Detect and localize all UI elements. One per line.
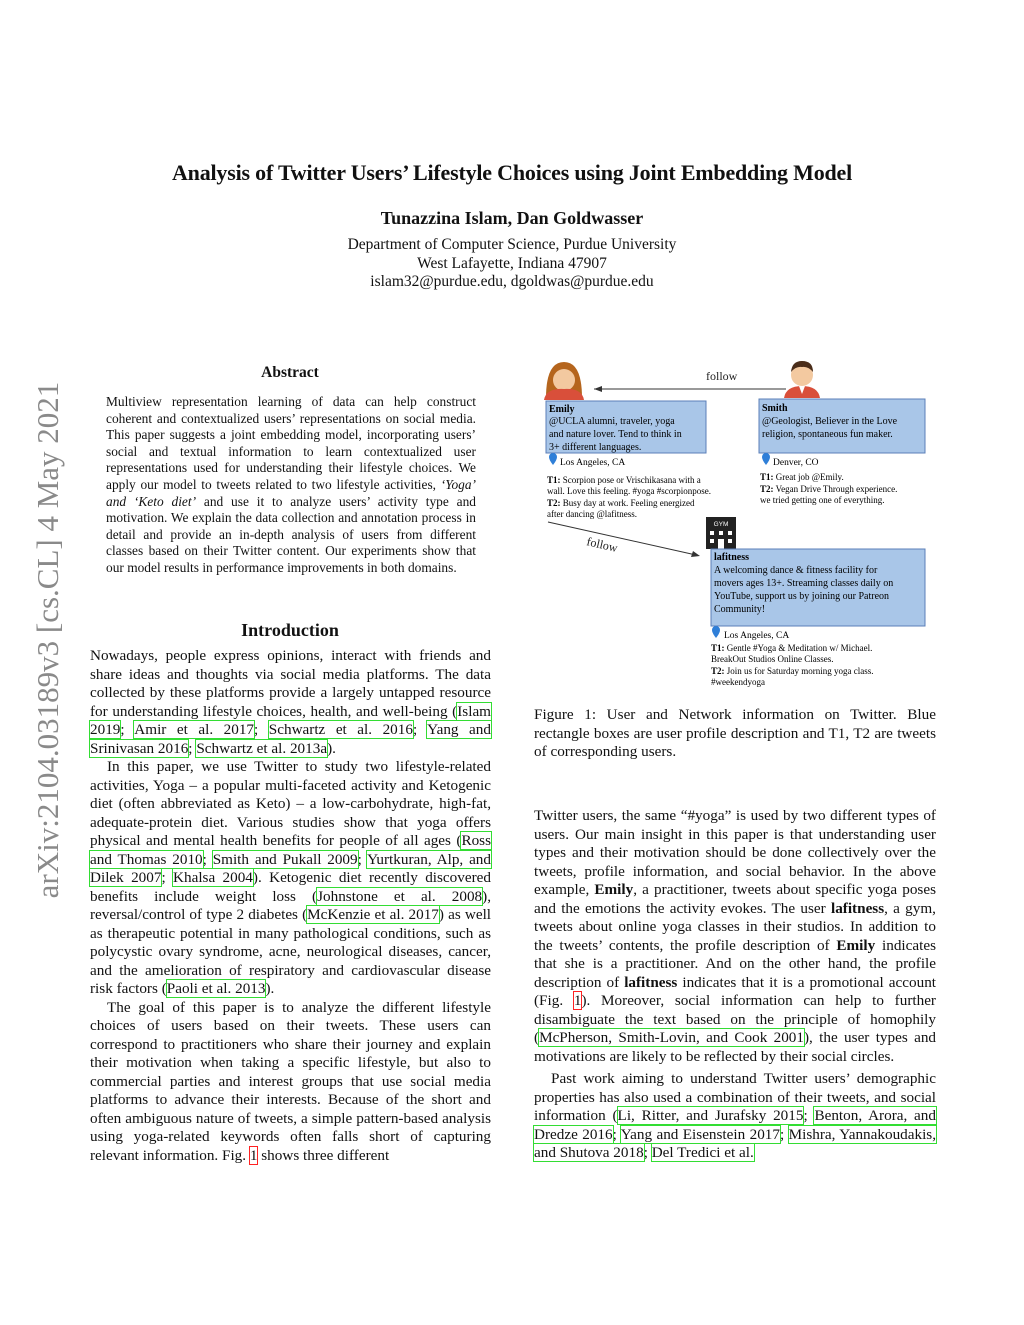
- smith-bio-line: religion, spontaneous fun maker.: [762, 429, 893, 440]
- citation-link[interactable]: Yang and Eisenstein 2017: [620, 1125, 780, 1143]
- emily-bio-line: 3+ different languages.: [549, 442, 642, 453]
- citation-link[interactable]: Khalsa 2004: [173, 869, 253, 886]
- smith-tweet-1-line: Great job @Emily.: [775, 472, 844, 482]
- emily-tweet-2-line: after dancing @lafitness.: [547, 509, 638, 519]
- lafitness-tweet-2-line: Join us for Saturday morning yoga class.: [726, 666, 874, 676]
- citation-link[interactable]: Johnstone et al. 2008: [317, 887, 483, 905]
- right-paragraph-2: Past work aiming to understand Twitter users’ demographic properties has also used a combination of their tweets, and social information (Li, Ritter, and Jurafsky 2015; Benton, Arora, and Dredze 2016; Yang and Eisenstein 2017; Mishra, Yannakoudakis, and Shutova 2018; Del Tredici et al.: [534, 1070, 937, 1161]
- emily-avatar-icon: [544, 362, 584, 400]
- abstract-emphasis: ‘Yoga’ and ‘Keto diet’: [106, 476, 476, 509]
- lafitness-tweet-1-line: Gentle #Yoga & Meditation w/ Michael.: [726, 643, 873, 653]
- emily-name: Emily: [549, 404, 575, 415]
- citation-link[interactable]: Smith and Pukall 2009: [212, 850, 358, 868]
- affiliation-emails: islam32@purdue.edu, dgoldwas@purdue.edu: [370, 273, 654, 290]
- abstract-body: Multiview representation learning of data can help construct coherent and contextualized users’ representations on social media. This paper suggests a joint embedding model, incorporating users’ social and textual information to learn contextualized user representations used for understanding their lifestyle choices. We apply our model to tweets related to two lifestyle activities, ‘Yoga’ and ‘Keto diet’ and use it to analyze users’ activity type and motivation. We explain the data collection and annotation process in detail and provide an in-depth analysis of users from different classes based on their Twitter content. Our experiments show that our model results in performance improvements in both domains.: [106, 394, 476, 575]
- arxiv-stamp: arXiv:2104.03189v3 [cs.CL] 4 May 2021: [30, 381, 65, 899]
- right-column: [534, 807, 936, 1163]
- emily-bio-line: and nature lover. Tend to think in: [549, 429, 682, 440]
- gym-building-icon: [706, 517, 736, 549]
- figure-1-diagram: [534, 358, 936, 703]
- lafitness-bio-line: YouTube, support us by joining our Patreon: [714, 591, 890, 602]
- citation-link[interactable]: Islam 2019: [90, 702, 491, 738]
- lafitness-location: Los Angeles, CA: [724, 631, 790, 641]
- citation-link[interactable]: Amir et al. 2017: [134, 721, 255, 738]
- citation-link[interactable]: Schwartz et al. 2013a: [196, 739, 328, 757]
- citation-link[interactable]: Paoli et al. 2013: [166, 980, 266, 997]
- introduction-heading: Introduction: [241, 620, 339, 640]
- lafitness-name: lafitness: [714, 552, 749, 563]
- affiliation-dept: Department of Computer Science, Purdue University: [347, 236, 677, 253]
- emily-tweet-1-line: Scorpion pose or Vrischikasana with a: [562, 475, 701, 485]
- tweet-label: T2:: [547, 498, 561, 508]
- lafitness-tweet-2-line: #weekendyoga: [711, 677, 765, 687]
- intro-paragraph-3: The goal of this paper is to analyze the different lifestyle choices of users based on their tweets. These users can correspond to practitioners who share their journey and explain their motivation when taking a specific lifestyle, but also to commercial parties and interest groups that use social media platforms to advance their interests. Because of the short and often ambiguous nature of tweets, a simple pattern-based analysis using yoga-related keywords often falls short of capturing relevant information. Fig. 1 shows three different: [90, 998, 491, 1164]
- lafitness-bio-line: A welcoming dance & fitness facility for: [714, 565, 878, 576]
- citation-link[interactable]: Yang and Srinivasan 2016: [90, 721, 491, 757]
- svg-text:T2: Vegan Drive Through experi: [760, 484, 897, 494]
- abstract-heading: Abstract: [261, 364, 319, 381]
- lafitness-bio-line: movers ages 13+. Streaming classes daily on: [714, 578, 894, 589]
- location-pin-icon: [549, 453, 557, 465]
- location-pin-icon: [712, 626, 720, 638]
- citation-link[interactable]: Yurtkuran, Alp, and Dilek 2007: [90, 850, 491, 886]
- tweet-label: T1:: [760, 472, 774, 482]
- figure-ref-link[interactable]: 1: [249, 1146, 258, 1164]
- lafitness-bio-line: Community!: [714, 604, 766, 615]
- smith-bio-line: @Geologist, Believer in the Love: [762, 416, 898, 427]
- emily-tweet-2-line: Busy day at work. Feeling energized: [562, 498, 695, 508]
- emily-location: Los Angeles, CA: [560, 458, 626, 468]
- tweet-label: T2:: [760, 484, 774, 494]
- smith-tweet-2-line: we tried getting one of everything.: [760, 495, 885, 505]
- gym-label: GYM: [713, 521, 729, 528]
- affiliation-address: West Lafayette, Indiana 47907: [417, 254, 607, 272]
- emily-tweet-1-line: wall. Love this feeling. #yoga #scorpionpose.: [547, 486, 711, 496]
- right-paragraph-1: Twitter users, the same “#yoga” is used by two different types of users. Our main insight in this paper is that understanding user types and their motivation should be done collectively over the tweets, profile information, and social behavior. In the above example, Emily, a practitioner, tweets about specific yoga poses and the emotions the activity evokes. The user lafitness, a gym, tweets about online yoga classes in their studios. In addition to the tweets’ contents, the profile description of Emily indicates that she is a practitioner. And on the other hand, the profile description of lafitness indicates that it is a promotional account (Fig. 1). Moreover, social information can help to further disambiguate the text based on the principle of homophily (McPherson, Smith-Lovin, and Cook 2001), the user types and motivations are likely to be reflected by their social circles.: [534, 807, 937, 1065]
- smith-avatar-icon: [784, 361, 820, 398]
- follow-label-diagonal: follow: [585, 534, 620, 555]
- citation-link[interactable]: Schwartz et al. 2016: [268, 721, 413, 738]
- tweet-label: T1:: [547, 475, 561, 485]
- citation-link[interactable]: Mishra, Yannakoudakis, and Shutova 2018: [534, 1125, 937, 1161]
- citation-link[interactable]: Del Tredici et al.: [651, 1144, 754, 1161]
- citation-link[interactable]: Ross and Thomas 2010: [90, 832, 491, 868]
- smith-name: Smith: [762, 403, 788, 414]
- emily-bio-line: @UCLA alumni, traveler, yoga: [549, 416, 675, 427]
- figure-ref-link[interactable]: 1: [573, 992, 582, 1009]
- tweet-label: T2:: [711, 666, 725, 676]
- authors: Tunazzina Islam, Dan Goldwasser: [380, 208, 644, 228]
- svg-text:T2: Busy day at work. Feeling: [547, 498, 695, 508]
- svg-text:T1: Great job @Emily.: [760, 472, 844, 482]
- citation-link[interactable]: McPherson, Smith-Lovin, and Cook 2001: [539, 1029, 804, 1046]
- tweet-label: T1:: [711, 643, 725, 653]
- citation-link[interactable]: McKenzie et al. 2017: [307, 906, 439, 923]
- intro-paragraph-1: Nowadays, people express opinions, interact with friends and share ideas and thoughts via social media platforms. The data collected by these platforms provide a largely untapped resource for understanding lifestyle choices, health, and well-being (Islam 2019; Amir et al. 2017; Schwartz et al. 2016; Yang and Srinivasan 2016; Schwartz et al. 2013a).: [90, 647, 491, 757]
- affiliation: [0, 236, 1024, 292]
- paper-title: Analysis of Twitter Users’ Lifestyle Choices using Joint Embedding Model: [171, 160, 853, 185]
- figure-1-caption: Figure 1: User and Network information on Twitter. Blue rectangle boxes are user profile description and T1, T2 are tweets of corresponding users.: [534, 706, 936, 760]
- location-pin-icon: [762, 453, 770, 465]
- lafitness-tweet-1-line: BreakOut Studios Online Classes.: [711, 654, 834, 664]
- svg-text:T1: Gentle #Yoga & Meditation: [711, 643, 872, 653]
- citation-link[interactable]: Li, Ritter, and Jurafsky 2015: [617, 1107, 804, 1124]
- svg-text:T1: Scorpion pose or Vrischika: [547, 475, 701, 485]
- intro-paragraph-2: In this paper, we use Twitter to study two lifestyle-related activities, Yoga – a popular multi-faceted activity and Ketogenic diet (often abbreviated as Keto) – a low-carbohydrate, high-fat, adequate-protein diet. Various studies show that yoga offers physical and mental health benefits for people of all ages (Ross and Thomas 2010; Smith and Pukall 2009; Yurtkuran, Alp, and Dilek 2007; Khalsa 2004). Ketogenic diet recently discovered benefits include weight loss (Johnstone et al. 2008), reversal/control of type 2 diabetes (McKenzie et al. 2017) as well as therapeutic potential in many pathological conditions, such as polycystic ovary syndrome, acne, neurological diseases, cancer, and the amelioration of respiratory and cardiovascular disease risk factors (Paoli et al. 2013).: [90, 758, 492, 997]
- left-column: [90, 647, 491, 1165]
- smith-location: Denver, CO: [773, 458, 819, 468]
- smith-tweet-2-line: Vegan Drive Through experience.: [775, 484, 898, 494]
- citation-link[interactable]: Benton, Arora, and Dredze 2016: [534, 1107, 936, 1143]
- follow-label-top: follow: [706, 369, 738, 383]
- follow-arrow-diagonal: [548, 522, 696, 555]
- svg-text:T2: Join us for Saturday morni: [711, 666, 873, 676]
